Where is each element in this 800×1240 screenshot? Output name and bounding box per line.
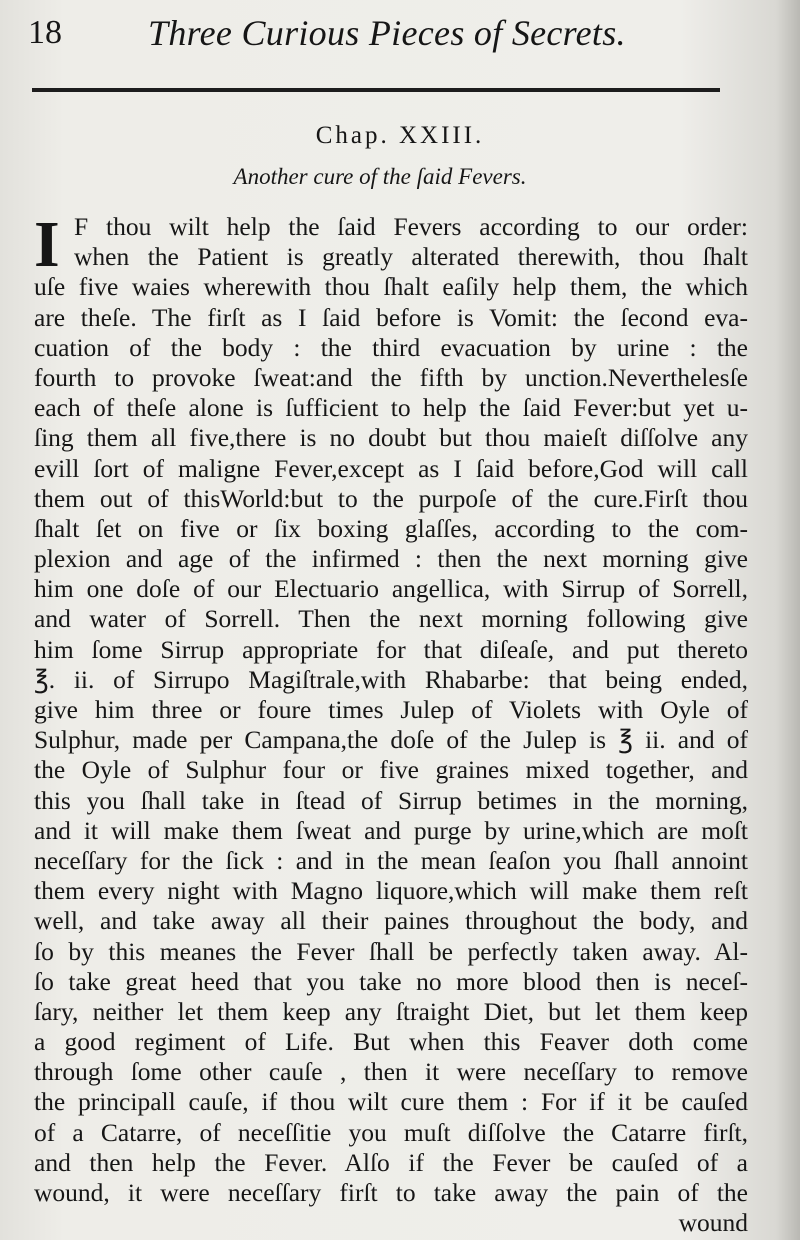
text-line: ſo take great heed that you take no more blood then is neceſ-	[34, 966, 748, 996]
text-line: are theſe. The firſt as I ſaid before is Vomit: the ſecond eva-	[34, 302, 748, 332]
body-text	[34, 208, 748, 1238]
text-line: them every night with Magno liquore,which will make them reſt	[34, 876, 748, 906]
text-line: through ſome other cauſe , then it were neceſſary to remove	[34, 1057, 748, 1087]
page-header	[28, 12, 760, 60]
text-line: wound	[678, 1208, 748, 1238]
text-line: and then help the Fever. Alſo if the Fever be cauſed of a	[34, 1147, 748, 1177]
text-line: well, and take away all their paines throughout the body, and	[34, 906, 748, 936]
text-line: evill ſort of maligne Fever,except as I ſaid before,God will call	[34, 453, 748, 483]
text-line: fourth to provoke ſweat:and the fifth by unction.Neverthelesſe	[34, 362, 748, 392]
chapter-subtitle: Another cure of the ſaid Fevers.	[233, 164, 527, 189]
text-line: neceſſary for the ſick : and in the mean ſeaſon you ſhall annoint	[34, 845, 748, 875]
text-line: plexion and age of the infirmed : then the next morning give	[34, 544, 748, 574]
text-line: him ſome Sirrup appropriate for that diſeaſe, and put thereto	[34, 634, 748, 664]
text-line: F thou wilt help the ſaid Fevers according to our order:	[74, 212, 748, 241]
text-line: ℥. ii. of Sirrupo Magiſtrale,with Rhabarbe: that being ended,	[34, 664, 748, 694]
text-line: cuation of the body : the third evacuation by urine : the	[34, 332, 748, 362]
text-line: and water of Sorrell. Then the next morning following give	[34, 604, 748, 634]
text-line: ſing them all five,there is no doubt but thou maieſt diſſolve any	[34, 423, 748, 453]
text-line: of a Catarre, of neceſſitie you muſt diſſolve the Catarre firſt,	[34, 1117, 748, 1147]
text-line: give him three or foure times Julep of Violets with Oyle of	[34, 695, 748, 724]
running-head: Three Curious Pieces of Secrets.	[148, 13, 626, 53]
page-number: 18	[28, 14, 62, 51]
text-line: this you ſhall take in ſtead of Sirrup betimes in the morning,	[34, 785, 748, 815]
text-line: ſary, neither let them keep any ſtraight Diet, but let them keep	[34, 996, 748, 1026]
text-line: when the Patient is greatly alterated therewith, thou ſhalt	[74, 242, 748, 272]
text-line: the principall cauſe, if thou wilt cure them : For if it be cauſed	[34, 1087, 748, 1117]
text-line: them out of thisWorld:but to the purpoſe of the cure.Firſt thou	[34, 483, 748, 513]
drop-cap: I	[34, 208, 60, 281]
text-line: and it will make them ſweat and purge by urine,which are moſt	[34, 815, 748, 845]
text-line: him one doſe of our Electuario angellica, with Sirrup of Sorrell,	[34, 574, 748, 604]
text-line: uſe five waies wherewith thou ſhalt eaſily help them, the which	[34, 272, 748, 302]
text-line: Sulphur, made per Campana,the doſe of the Julep is ℥ ii. and of	[34, 725, 748, 755]
text-line: wound, it were neceſſary firſt to take away the pain of the	[34, 1178, 748, 1207]
text-line: a good regiment of Life. But when this Feaver doth come	[34, 1027, 748, 1057]
text-line: ſo by this meanes the Fever ſhall be perfectly taken away. Al-	[34, 936, 748, 966]
text-line: ſhalt ſet on five or ſix boxing glaſſes, according to the com-	[34, 513, 748, 543]
text-line: each of theſe alone is ſufficient to help the ſaid Fever:but yet u-	[34, 393, 748, 423]
text-line: the Oyle of Sulphur four or five graines mixed together, and	[34, 755, 748, 785]
header-rule	[32, 88, 720, 92]
chapter-title: Chap. XXIII.	[315, 122, 485, 149]
